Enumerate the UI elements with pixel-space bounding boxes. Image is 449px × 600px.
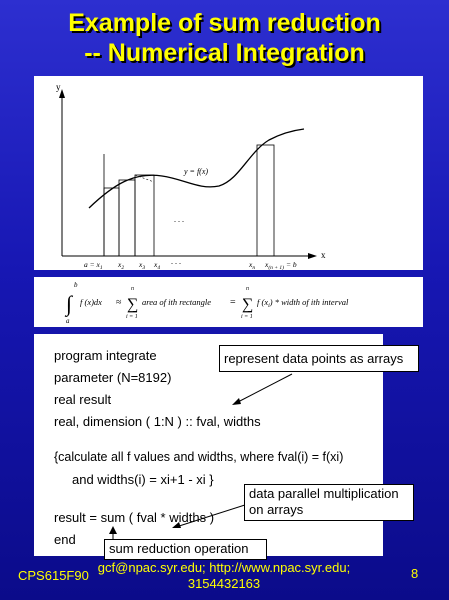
sum1-lower: i = 1 [126,314,138,320]
label-xn: $x_n$ [249,260,256,270]
code-line-end: end [54,532,76,547]
label-x3: $x_3$ [139,260,146,270]
equals-sign: = [230,297,236,308]
arrow-parallel-mult-head [172,522,181,528]
sum1-upper: n [131,286,134,292]
label-x4: $x_4$ [154,260,161,270]
sum1-body: area of ith rectangle [142,297,212,307]
code-line-widths: and widths(i) = xi+1 - xi } [72,472,214,487]
footer-contact-line2: 3154432163 [187,576,261,591]
integrand: f (x)dx [80,297,102,307]
integral-upper: b [74,281,78,289]
code-line-result-sum: result = sum ( fval * widths ) [54,510,215,525]
sum1-sign: ∑ [127,296,139,313]
code-line-program: program integrate [54,348,157,363]
label-a-equals-x1: $a = x_1$ [84,260,103,270]
sum2-body: f $(x_i)$ * width of ith interval [257,297,349,309]
curve-label: y = f(x) [184,167,209,176]
callout-sum-reduction: sum reduction operation [104,539,267,560]
footer-contact-line1: gcf@npac.syr.edu; http://www.npac.syr.edu; [97,560,351,575]
arrow-parallel-mult [176,504,248,527]
code-line-dimension: real, dimension ( 1:N ) :: fval, widths [54,414,261,429]
code-line-calculate: {calculate all f values and widths, where fval(i) = f(xi) [54,450,344,464]
arrow-data-points-head [232,398,241,405]
sum2-lower: i = 1 [241,314,253,320]
label-xn-plus-1: $x_{(n + 1)} = b$ [265,260,297,270]
ellipsis-middle: . . . [174,215,184,224]
sum2-sign: ∑ [242,296,254,313]
y-axis-label: y [56,82,61,92]
slide-title-line1: Example of sum reduction [68,9,381,37]
approx-sign: ≈ [116,297,122,308]
callout-parallel-multiplication: data parallel multiplication on arrays [244,484,414,521]
footer-contact [94,560,354,592]
ellipsis-axis: . . . [171,257,181,266]
integral-lower: a [66,317,70,325]
arrow-data-points [236,374,292,403]
label-x2: $x_2$ [118,260,125,270]
sum2-upper: n [246,286,249,292]
integral-sign: ∫ [66,291,73,316]
slide-title-line2: -- Numerical Integration [84,39,365,67]
callout-data-points: represent data points as arrays [219,345,419,372]
page-number: 8 [411,566,419,581]
code-line-parameter: parameter (N=8192) [54,370,172,385]
arrow-sum-reduction-head [109,526,117,534]
code-line-real-result: real result [54,392,112,407]
footer-course-label: CPS615F90 [18,568,89,583]
x-axis-label: x [321,250,326,260]
